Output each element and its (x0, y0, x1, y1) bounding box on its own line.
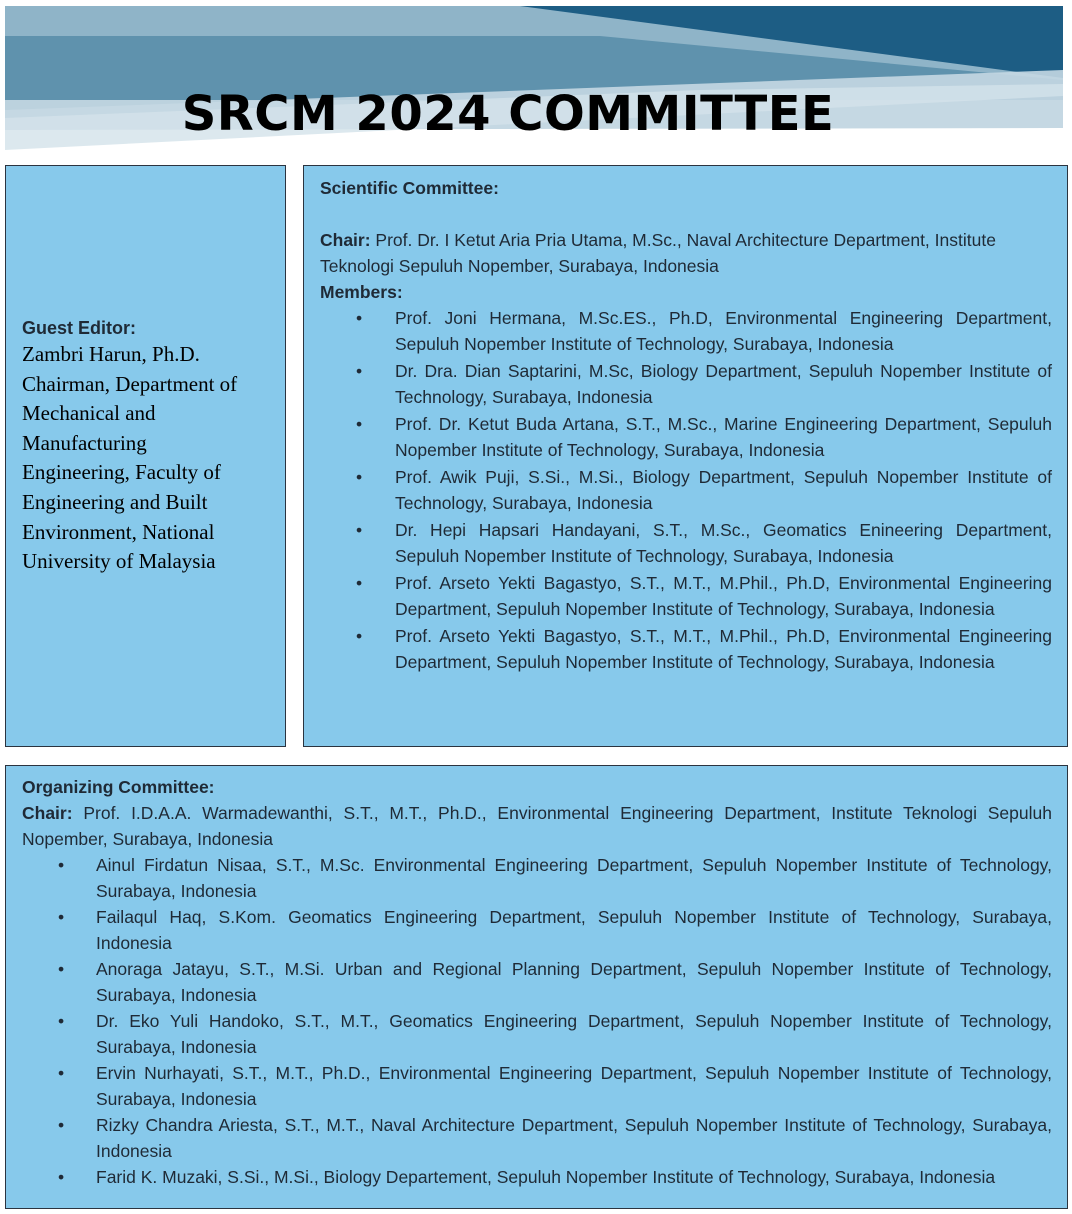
organizing-chair (22, 800, 1052, 852)
list-item (320, 358, 1052, 410)
organizing-committee-content (22, 774, 1052, 1190)
member-text: Anoraga Jatayu, S.T., M.Si. Urban and Regional Planning Department, Sepuluh Nopember Institute of Technology, Surabaya, Indonesia (96, 959, 1052, 1005)
scientific-committee-panel (303, 165, 1068, 747)
guest-editor-details (22, 340, 277, 577)
page-title: SRCM 2024 COMMITTEE (181, 86, 835, 142)
bullet-icon: • (58, 1115, 65, 1135)
chair-label: Chair: (22, 803, 73, 823)
guest-editor-line: Chairman, Department of (22, 371, 238, 396)
guest-editor-line: Engineering, Faculty of (22, 460, 221, 485)
member-text: Rizky Chandra Ariesta, S.T., M.T., Naval Architecture Department, Sepuluh Nopember Institute of Technology, Surabaya, Indonesia (96, 1115, 1052, 1161)
bullet-icon: • (58, 1011, 65, 1031)
member-text: Dr. Dra. Dian Saptarini, M.Sc, Biology Department, Sepuluh Nopember Institute of Technology, Surabaya, Indonesia (395, 361, 1052, 407)
member-text: Prof. Joni Hermana, M.Sc.ES., Ph.D, Environmental Engineering Department, Sepuluh Nopember Institute of Technology, Surabaya, Indonesia (395, 308, 1052, 354)
member-text: Failaqul Haq, S.Kom. Geomatics Engineering Department, Sepuluh Nopember Institute of Technology, Surabaya, Indonesia (96, 907, 1052, 953)
scientific-committee-content (320, 175, 1052, 676)
organizing-committee-panel (5, 765, 1068, 1209)
guest-editor-heading: Guest Editor: (22, 318, 137, 338)
bullet-icon: • (58, 907, 65, 927)
list-item (22, 904, 1052, 956)
list-item (320, 570, 1052, 622)
guest-editor-line: Mechanical and (22, 401, 156, 426)
guest-editor-line: Manufacturing (22, 430, 147, 455)
member-text: Prof. Awik Puji, S.Si., M.Si., Biology Department, Sepuluh Nopember Institute of Technology, Surabaya, Indonesia (395, 467, 1052, 513)
guest-editor-line: Zambri Harun, Ph.D. (22, 342, 200, 366)
member-text: Ainul Firdatun Nisaa, S.T., M.Sc. Environmental Engineering Department, Sepuluh Nopember Institute of Technology, Surabaya, Indonesia (96, 855, 1052, 901)
list-item (22, 1112, 1052, 1164)
bullet-icon: • (356, 626, 363, 646)
chair-text: Prof. Dr. I Ketut Aria Pria Utama, M.Sc., Naval Architecture Department, Institute Teknologi Sepuluh Nopember, Surabaya, Indonesia (320, 230, 996, 276)
list-item (320, 305, 1052, 357)
guest-editor-line: Engineering and Built (22, 489, 208, 514)
guest-editor-line: Environment, National (22, 519, 215, 544)
bullet-icon: • (356, 361, 363, 381)
scientific-chair (320, 227, 1052, 279)
scientific-committee-heading: Scientific Committee: (320, 178, 499, 198)
member-text: Dr. Eko Yuli Handoko, S.T., M.T., Geomatics Engineering Department, Sepuluh Nopember Institute of Technology, Surabaya, Indonesia (96, 1011, 1052, 1057)
member-text: Dr. Hepi Hapsari Handayani, S.T., M.Sc., Geomatics Enineering Department, Sepuluh Nopember Institute of Technology, Surabaya, Indonesia (395, 520, 1052, 566)
list-item (22, 1008, 1052, 1060)
members-label: Members: (320, 282, 403, 302)
organizing-committee-heading: Organizing Committee: (22, 777, 215, 797)
chair-text: Prof. I.D.A.A. Warmadewanthi, S.T., M.T., Ph.D., Environmental Engineering Department, Institute Teknologi Sepuluh Nopember, Surabaya, Indonesia (22, 803, 1052, 849)
bullet-icon: • (58, 1063, 65, 1083)
bullet-icon: • (58, 1167, 65, 1187)
list-item (320, 411, 1052, 463)
bullet-icon: • (356, 308, 363, 328)
scientific-members-list (320, 305, 1052, 675)
list-item (320, 464, 1052, 516)
guest-editor-content (22, 316, 277, 577)
list-item (320, 517, 1052, 569)
list-item (22, 1164, 1052, 1190)
guest-editor-panel (5, 165, 286, 747)
bullet-icon: • (356, 520, 363, 540)
chair-label: Chair: (320, 230, 371, 250)
bullet-icon: • (356, 573, 363, 593)
bullet-icon: • (356, 414, 363, 434)
list-item (22, 956, 1052, 1008)
member-text: Prof. Dr. Ketut Buda Artana, S.T., M.Sc., Marine Engineering Department, Sepuluh Nopember Institute of Technology, Surabaya, Indonesia (395, 414, 1052, 460)
organizing-members-list (22, 852, 1052, 1190)
list-item (22, 852, 1052, 904)
bullet-icon: • (58, 855, 65, 875)
member-text: Ervin Nurhayati, S.T., M.T., Ph.D., Environmental Engineering Department, Sepuluh Nopember Institute of Technology, Surabaya, Indonesia (96, 1063, 1052, 1109)
member-text: Farid K. Muzaki, S.Si., M.Si., Biology Departement, Sepuluh Nopember Institute of Technology, Surabaya, Indonesia (96, 1167, 996, 1187)
member-text: Prof. Arseto Yekti Bagastyo, S.T., M.T., M.Phil., Ph.D, Environmental Engineering Department, Sepuluh Nopember Institute of Technology, Surabaya, Indonesia (395, 573, 1052, 619)
guest-editor-line: University of Malaysia (22, 549, 216, 574)
list-item (22, 1060, 1052, 1112)
bullet-icon: • (58, 959, 65, 979)
bullet-icon: • (356, 467, 363, 487)
member-text: Prof. Arseto Yekti Bagastyo, S.T., M.T., M.Phil., Ph.D, Environmental Engineering Department, Sepuluh Nopember Institute of Technology, Surabaya, Indonesia (395, 626, 1052, 672)
list-item (320, 623, 1052, 675)
